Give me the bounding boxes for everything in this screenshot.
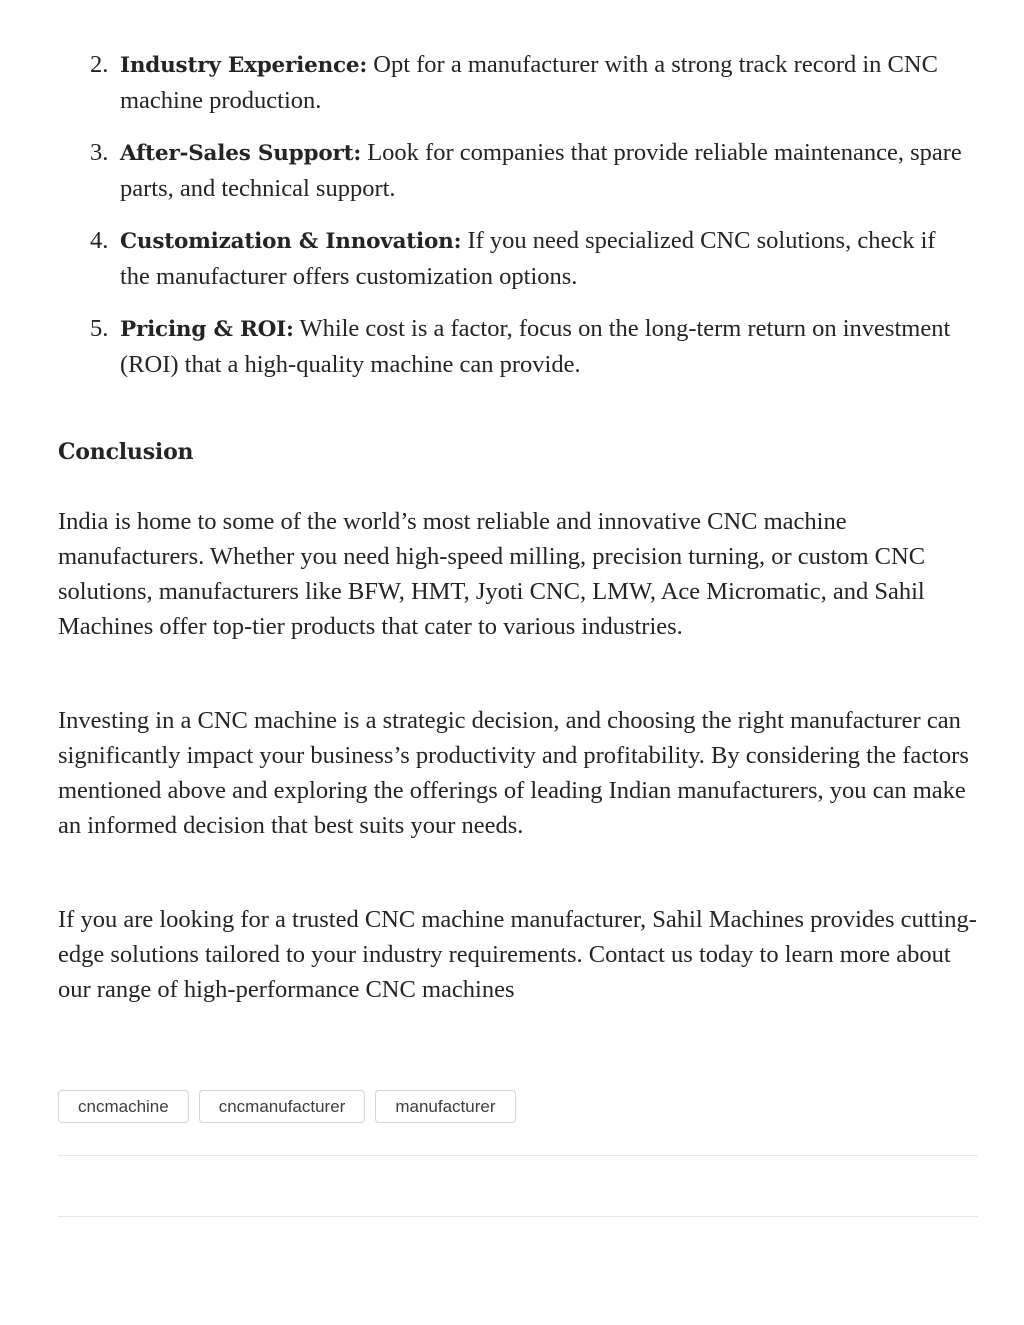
divider — [58, 1216, 978, 1217]
list-item — [90, 311, 970, 382]
list-item-number: 2. — [90, 51, 109, 78]
factors-list — [90, 47, 970, 399]
list-item-number: 4. — [90, 227, 109, 254]
list-item-text: Opt for a manufacturer with a strong track record in CNC machine production. — [120, 51, 938, 114]
list-item — [90, 135, 970, 206]
tag-cncmanufacturer[interactable]: cncmanufacturer — [199, 1090, 366, 1123]
list-item-title: Industry Experience: — [120, 53, 368, 78]
list-item-text: While cost is a factor, focus on the long-term return on investment (ROI) that a high-quality machine can provide. — [120, 315, 951, 378]
conclusion-paragraph: If you are looking for a trusted CNC machine manufacturer, Sahil Machines provides cutting-edge solutions tailored to your industry requirements. Contact us today to learn more about our range of high-performance CNC machines — [58, 906, 977, 1003]
list-item-title: Pricing & ROI: — [120, 317, 294, 342]
list-item-title: Customization & Innovation: — [120, 229, 462, 254]
divider — [58, 1155, 978, 1156]
conclusion-paragraph: Investing in a CNC machine is a strategic decision, and choosing the right manufacturer can significantly impact your business’s productivity and profitability. By considering the factors mentioned above and exploring the offerings of leading Indian manufacturers, you can make an informed decision that best suits your needs. — [58, 707, 969, 839]
list-item-text: Look for companies that provide reliable maintenance, spare parts, and technical support. — [120, 139, 962, 202]
list-item-number: 3. — [90, 139, 109, 166]
list-item-title: After-Sales Support: — [120, 141, 362, 166]
list-item-text: If you need specialized CNC solutions, check if the manufacturer offers customization options. — [120, 227, 936, 290]
tag-manufacturer[interactable]: manufacturer — [375, 1090, 515, 1123]
conclusion-heading: Conclusion — [58, 439, 194, 465]
list-item — [90, 47, 970, 118]
tag-list — [58, 1090, 516, 1123]
tag-cncmachine[interactable]: cncmachine — [58, 1090, 189, 1123]
list-item-number: 5. — [90, 315, 109, 342]
conclusion-paragraph: India is home to some of the world’s most reliable and innovative CNC machine manufacturers. Whether you need high-speed milling, precision turning, or custom CNC solutions, manufacturers like BFW, HMT, Jyoti CNC, LMW, Ace Micromatic, and Sahil Machines offer top-tier products that cater to various industries. — [58, 508, 926, 640]
list-item — [90, 223, 970, 294]
